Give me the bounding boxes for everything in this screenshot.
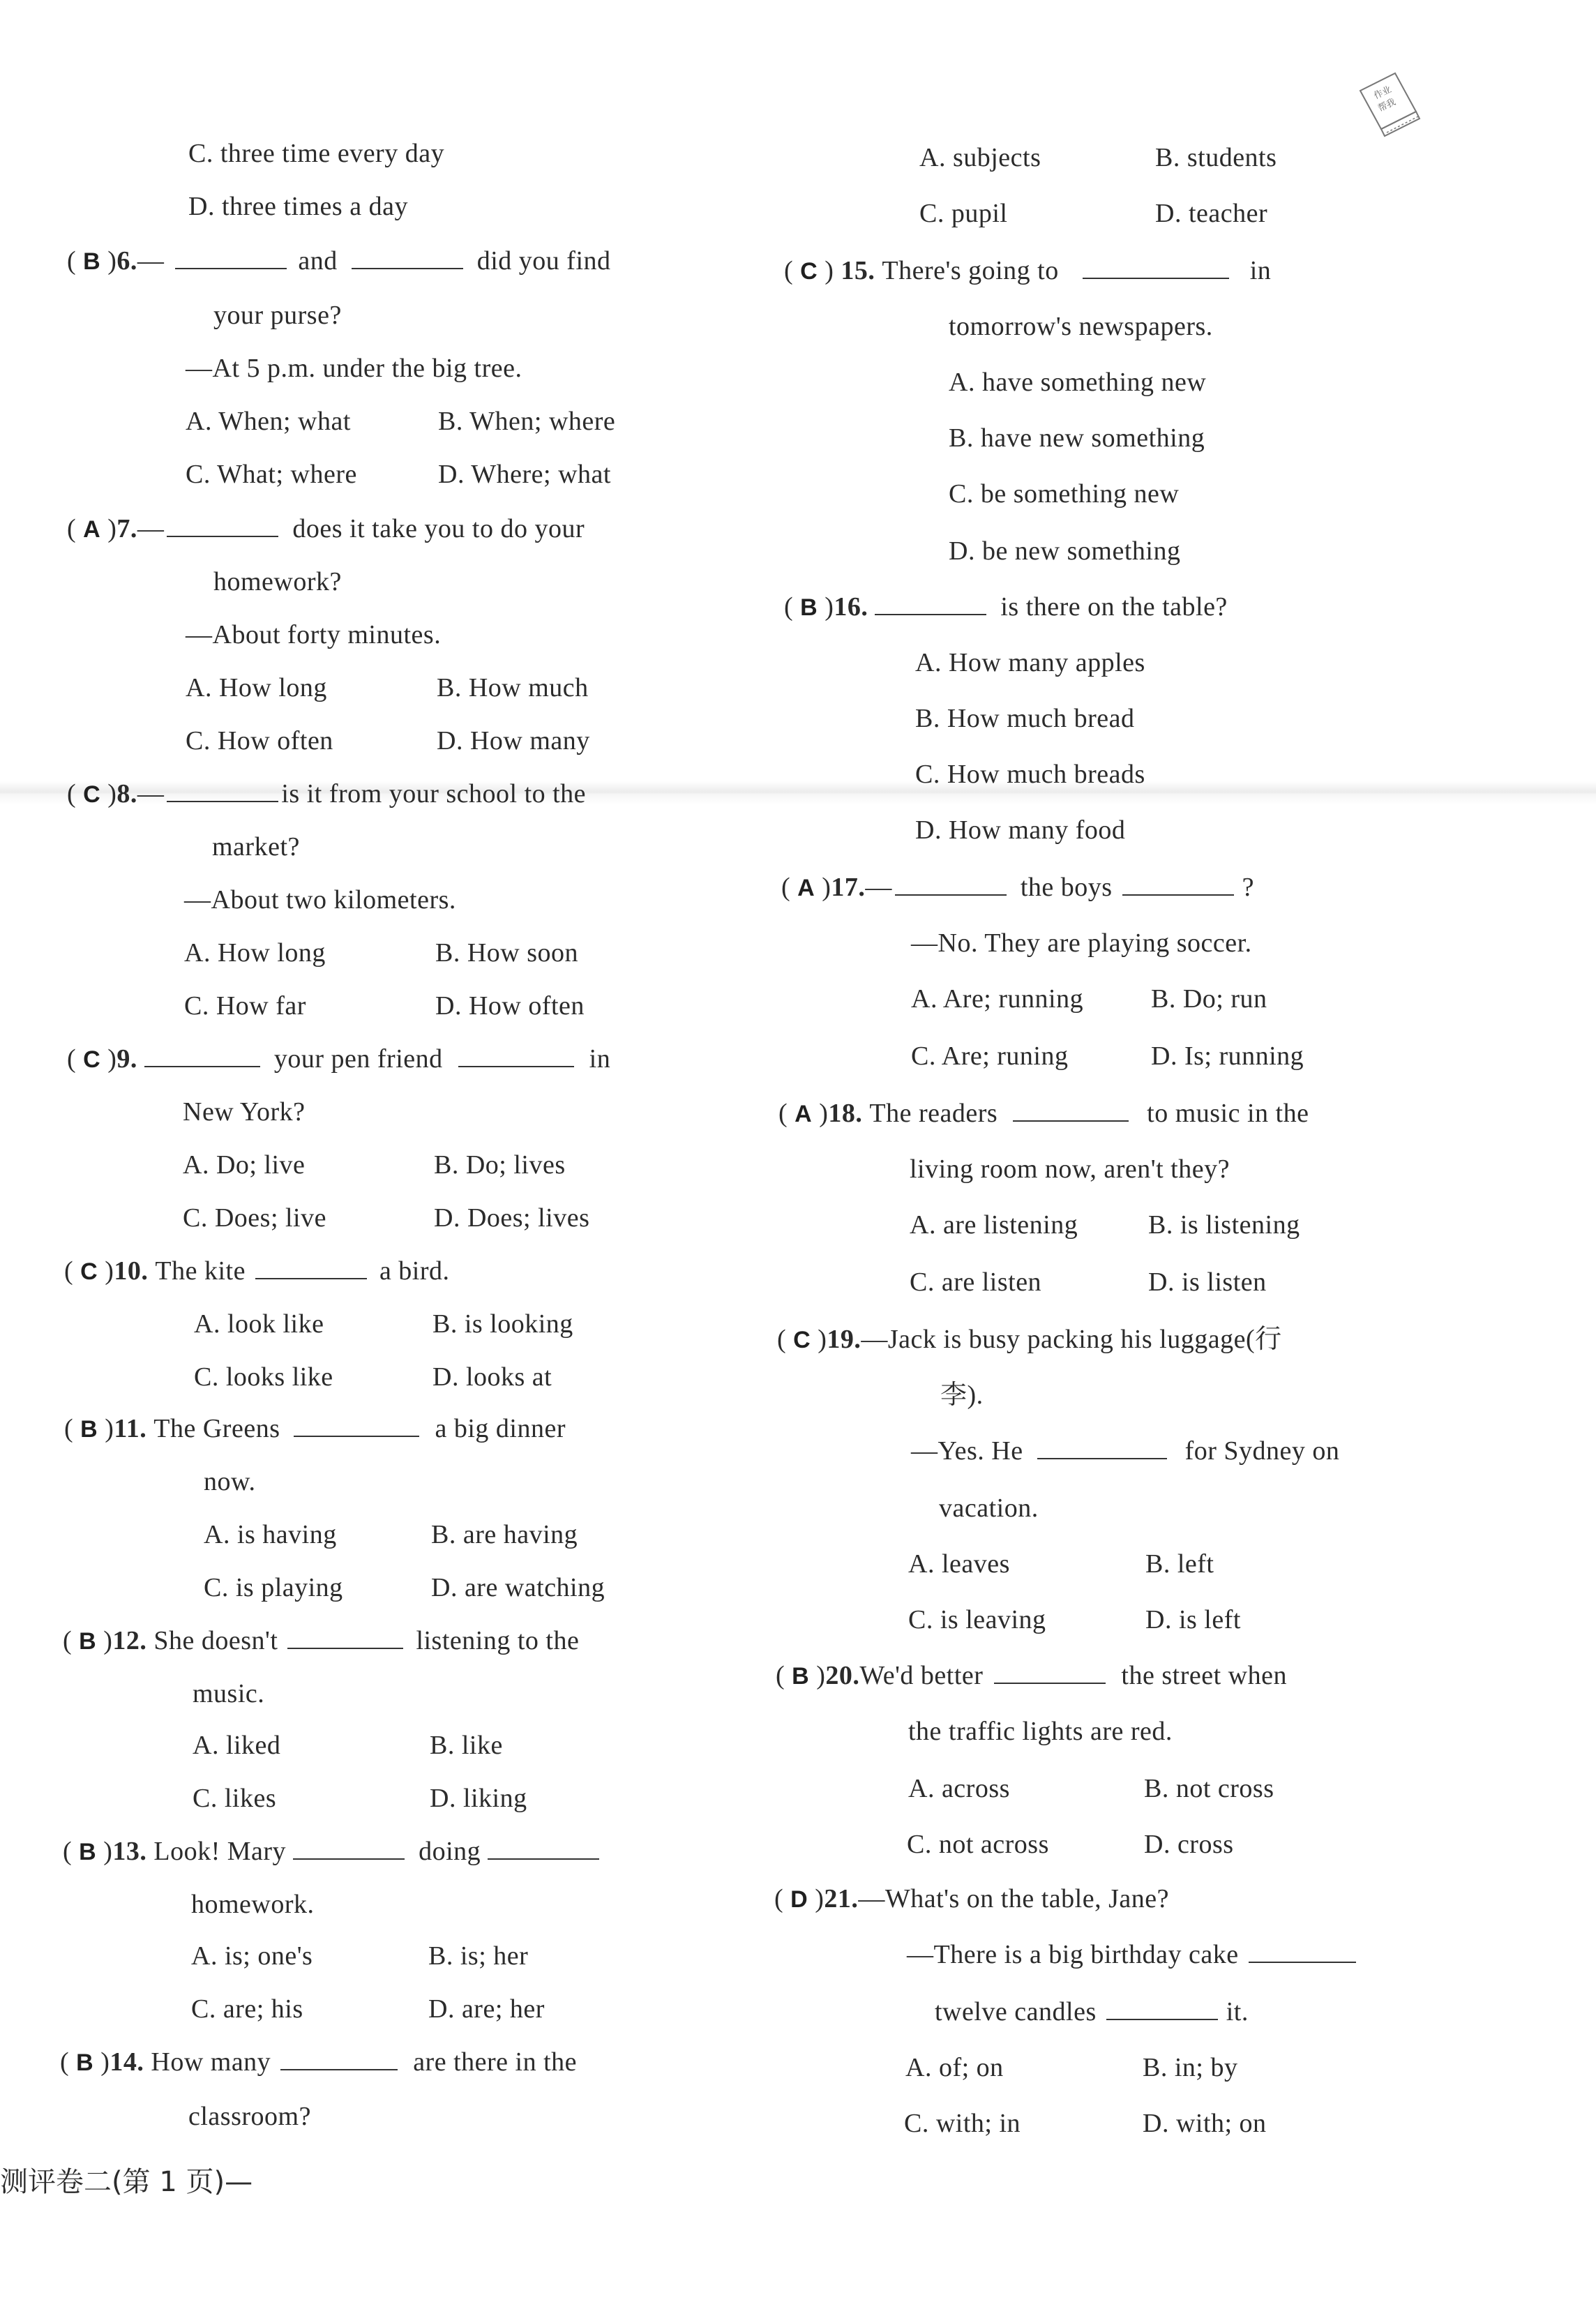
question-17-line: —No. They are playing soccer. [911, 928, 1252, 958]
q5-option-d: D. three times a day [188, 192, 408, 221]
question-18-option-a: A. are listening [910, 1210, 1078, 1240]
question-9-option-a: A. Do; live [183, 1150, 306, 1180]
question-16-option-c: C. How much breads [915, 760, 1145, 789]
question-6-line: —At 5 p.m. under the big tree. [186, 354, 522, 383]
question-6-option-c: C. What; where [186, 460, 357, 489]
question-6-option-a: A. When; what [186, 407, 351, 436]
question-14-option-a: A. subjects [919, 143, 1041, 172]
question-7-option-a: A. How long [186, 673, 327, 702]
answer-mark: B [83, 248, 101, 275]
question-18-line: living room now, aren't they? [910, 1154, 1230, 1184]
question-16-option-b: B. How much bread [915, 704, 1135, 733]
answer-mark: B [792, 1663, 810, 1690]
answer-mark: B [80, 1416, 98, 1443]
question-8-stem: ( C )8.— is it from your school to the [67, 777, 586, 811]
page-footer: 测评卷二(第 1 页)— [0, 2166, 253, 2198]
question-11-option-a: A. is having [204, 1520, 337, 1549]
question-14-option-d: D. teacher [1155, 199, 1268, 228]
question-16-stem: ( B )16. is there on the table? [784, 590, 1228, 624]
question-8-option-c: C. How far [184, 991, 306, 1021]
question-19-option-a: A. leaves [908, 1549, 1010, 1579]
question-16-option-d: D. How many food [915, 815, 1126, 845]
question-21-stem: ( D )21.—What's on the table, Jane? [774, 1884, 1169, 1913]
question-7-option-c: C. How often [186, 726, 333, 755]
question-11-stem: ( B )11. The Greens a big dinner [64, 1412, 566, 1446]
question-19-stem: ( C )19.—Jack is busy packing his luggage(行 [777, 1325, 1282, 1354]
answer-mark: C [83, 1046, 101, 1073]
question-7-option-d: D. How many [437, 726, 590, 755]
question-14-option-b: B. students [1155, 143, 1277, 172]
answer-mark: D [790, 1886, 808, 1913]
question-15-option-b: B. have new something [949, 423, 1205, 453]
answer-mark: B [79, 1628, 97, 1655]
question-20-option-c: C. not across [907, 1830, 1049, 1859]
answer-mark: A [797, 875, 815, 901]
question-20-option-d: D. cross [1144, 1830, 1234, 1859]
question-21-option-a: A. of; on [905, 2053, 1004, 2082]
question-20-option-b: B. not cross [1144, 1774, 1274, 1803]
question-6-line: your purse? [213, 301, 342, 330]
question-19-option-c: C. is leaving [908, 1605, 1046, 1634]
question-15-option-c: C. be something new [949, 479, 1180, 509]
answer-mark: B [800, 594, 818, 621]
question-20-line: the traffic lights are red. [908, 1717, 1173, 1746]
question-12-option-b: B. like [430, 1731, 503, 1760]
question-8-option-a: A. How long [184, 938, 326, 968]
q5-option-c: C. three time every day [188, 139, 445, 168]
question-9-option-b: B. Do; lives [434, 1150, 566, 1180]
question-19-option-d: D. is left [1145, 1605, 1241, 1634]
question-12-line: music. [193, 1679, 265, 1708]
question-17-option-a: A. Are; running [911, 984, 1084, 1014]
question-13-option-c: C. are; his [191, 1994, 303, 2024]
question-13-stem: ( B )13. Look! Mary doing [63, 1835, 599, 1869]
question-14-line: classroom? [188, 2102, 311, 2131]
question-18-option-d: D. is listen [1148, 1267, 1267, 1297]
question-9-line: New York? [183, 1097, 306, 1127]
question-21-option-d: D. with; on [1143, 2109, 1267, 2138]
question-10-option-c: C. looks like [194, 1362, 333, 1392]
question-10-stem: ( C )10. The kite a bird. [64, 1254, 450, 1288]
answer-mark: B [76, 2049, 94, 2076]
question-11-option-c: C. is playing [204, 1573, 343, 1602]
question-14-stem: ( B )14. How many are there in the [60, 2045, 577, 2079]
question-14-option-c: C. pupil [919, 199, 1008, 228]
question-6-option-b: B. When; where [438, 407, 616, 436]
question-10-option-a: A. look like [194, 1309, 324, 1339]
question-11-line: now. [204, 1467, 256, 1496]
question-21-line: —There is a big birthday cake [907, 1938, 1356, 1971]
question-19-line: 李). [940, 1381, 984, 1410]
question-7-line: homework? [213, 567, 342, 596]
answer-mark: A [83, 516, 101, 543]
question-18-option-b: B. is listening [1148, 1210, 1300, 1240]
answer-mark: C [800, 258, 818, 285]
question-15-line: tomorrow's newspapers. [949, 312, 1213, 341]
question-19-line: vacation. [939, 1494, 1039, 1523]
question-13-line: homework. [191, 1890, 315, 1919]
question-9-option-c: C. Does; live [183, 1203, 326, 1233]
question-12-option-d: D. liking [430, 1784, 527, 1813]
svg-text:作业: 作业 [1371, 84, 1393, 101]
answer-mark: C [80, 1258, 98, 1285]
question-13-option-a: A. is; one's [191, 1941, 313, 1971]
question-17-stem: ( A )17.— the boys ? [781, 871, 1254, 905]
answer-mark: B [79, 1839, 97, 1865]
question-7-option-b: B. How much [437, 673, 589, 702]
question-8-option-d: D. How often [435, 991, 585, 1021]
question-9-stem: ( C )9. your pen friend in [67, 1042, 610, 1076]
question-21-option-c: C. with; in [904, 2109, 1021, 2138]
question-17-option-b: B. Do; run [1151, 984, 1267, 1014]
question-21-option-b: B. in; by [1143, 2053, 1238, 2082]
svg-text:帮我: 帮我 [1376, 96, 1397, 114]
question-10-option-b: B. is looking [432, 1309, 573, 1339]
question-8-line: market? [212, 832, 300, 862]
question-15-option-d: D. be new something [949, 536, 1181, 566]
answer-mark: C [793, 1327, 811, 1353]
question-11-option-d: D. are watching [431, 1573, 605, 1602]
question-16-option-a: A. How many apples [915, 648, 1145, 677]
question-18-stem: ( A )18. The readers to music in the [778, 1097, 1309, 1131]
question-9-option-d: D. Does; lives [434, 1203, 590, 1233]
question-19-option-b: B. left [1145, 1549, 1214, 1579]
question-7-line: —About forty minutes. [186, 620, 442, 649]
question-20-option-a: A. across [908, 1774, 1010, 1803]
question-13-option-d: D. are; her [428, 1994, 545, 2024]
question-13-option-b: B. is; her [428, 1941, 529, 1971]
question-6-option-d: D. Where; what [438, 460, 611, 489]
homework-helper-logo [1346, 63, 1430, 153]
question-8-line: —About two kilometers. [184, 885, 456, 915]
question-6-stem: ( B )6.— and did you find [67, 244, 611, 278]
question-19-line: —Yes. He for Sydney on [911, 1434, 1339, 1468]
question-20-stem: ( B )20.We'd better the street when [776, 1659, 1287, 1693]
question-18-option-c: C. are listen [910, 1267, 1042, 1297]
question-17-option-d: D. Is; running [1151, 1041, 1304, 1071]
answer-mark: A [795, 1101, 813, 1127]
question-7-stem: ( A )7.— does it take you to do your [67, 512, 585, 546]
question-12-option-a: A. liked [193, 1731, 281, 1760]
question-15-stem: ( C ) 15. There's going to in [784, 254, 1271, 288]
question-12-option-c: C. likes [193, 1784, 277, 1813]
question-17-option-c: C. Are; runing [911, 1041, 1069, 1071]
question-10-option-d: D. looks at [432, 1362, 552, 1392]
question-21-line: twelve candles it. [935, 1995, 1249, 2029]
question-12-stem: ( B )12. She doesn't listening to the [63, 1624, 579, 1658]
answer-mark: C [83, 781, 101, 808]
question-8-option-b: B. How soon [435, 938, 579, 968]
question-15-option-a: A. have something new [949, 368, 1207, 397]
question-11-option-b: B. are having [431, 1520, 578, 1549]
